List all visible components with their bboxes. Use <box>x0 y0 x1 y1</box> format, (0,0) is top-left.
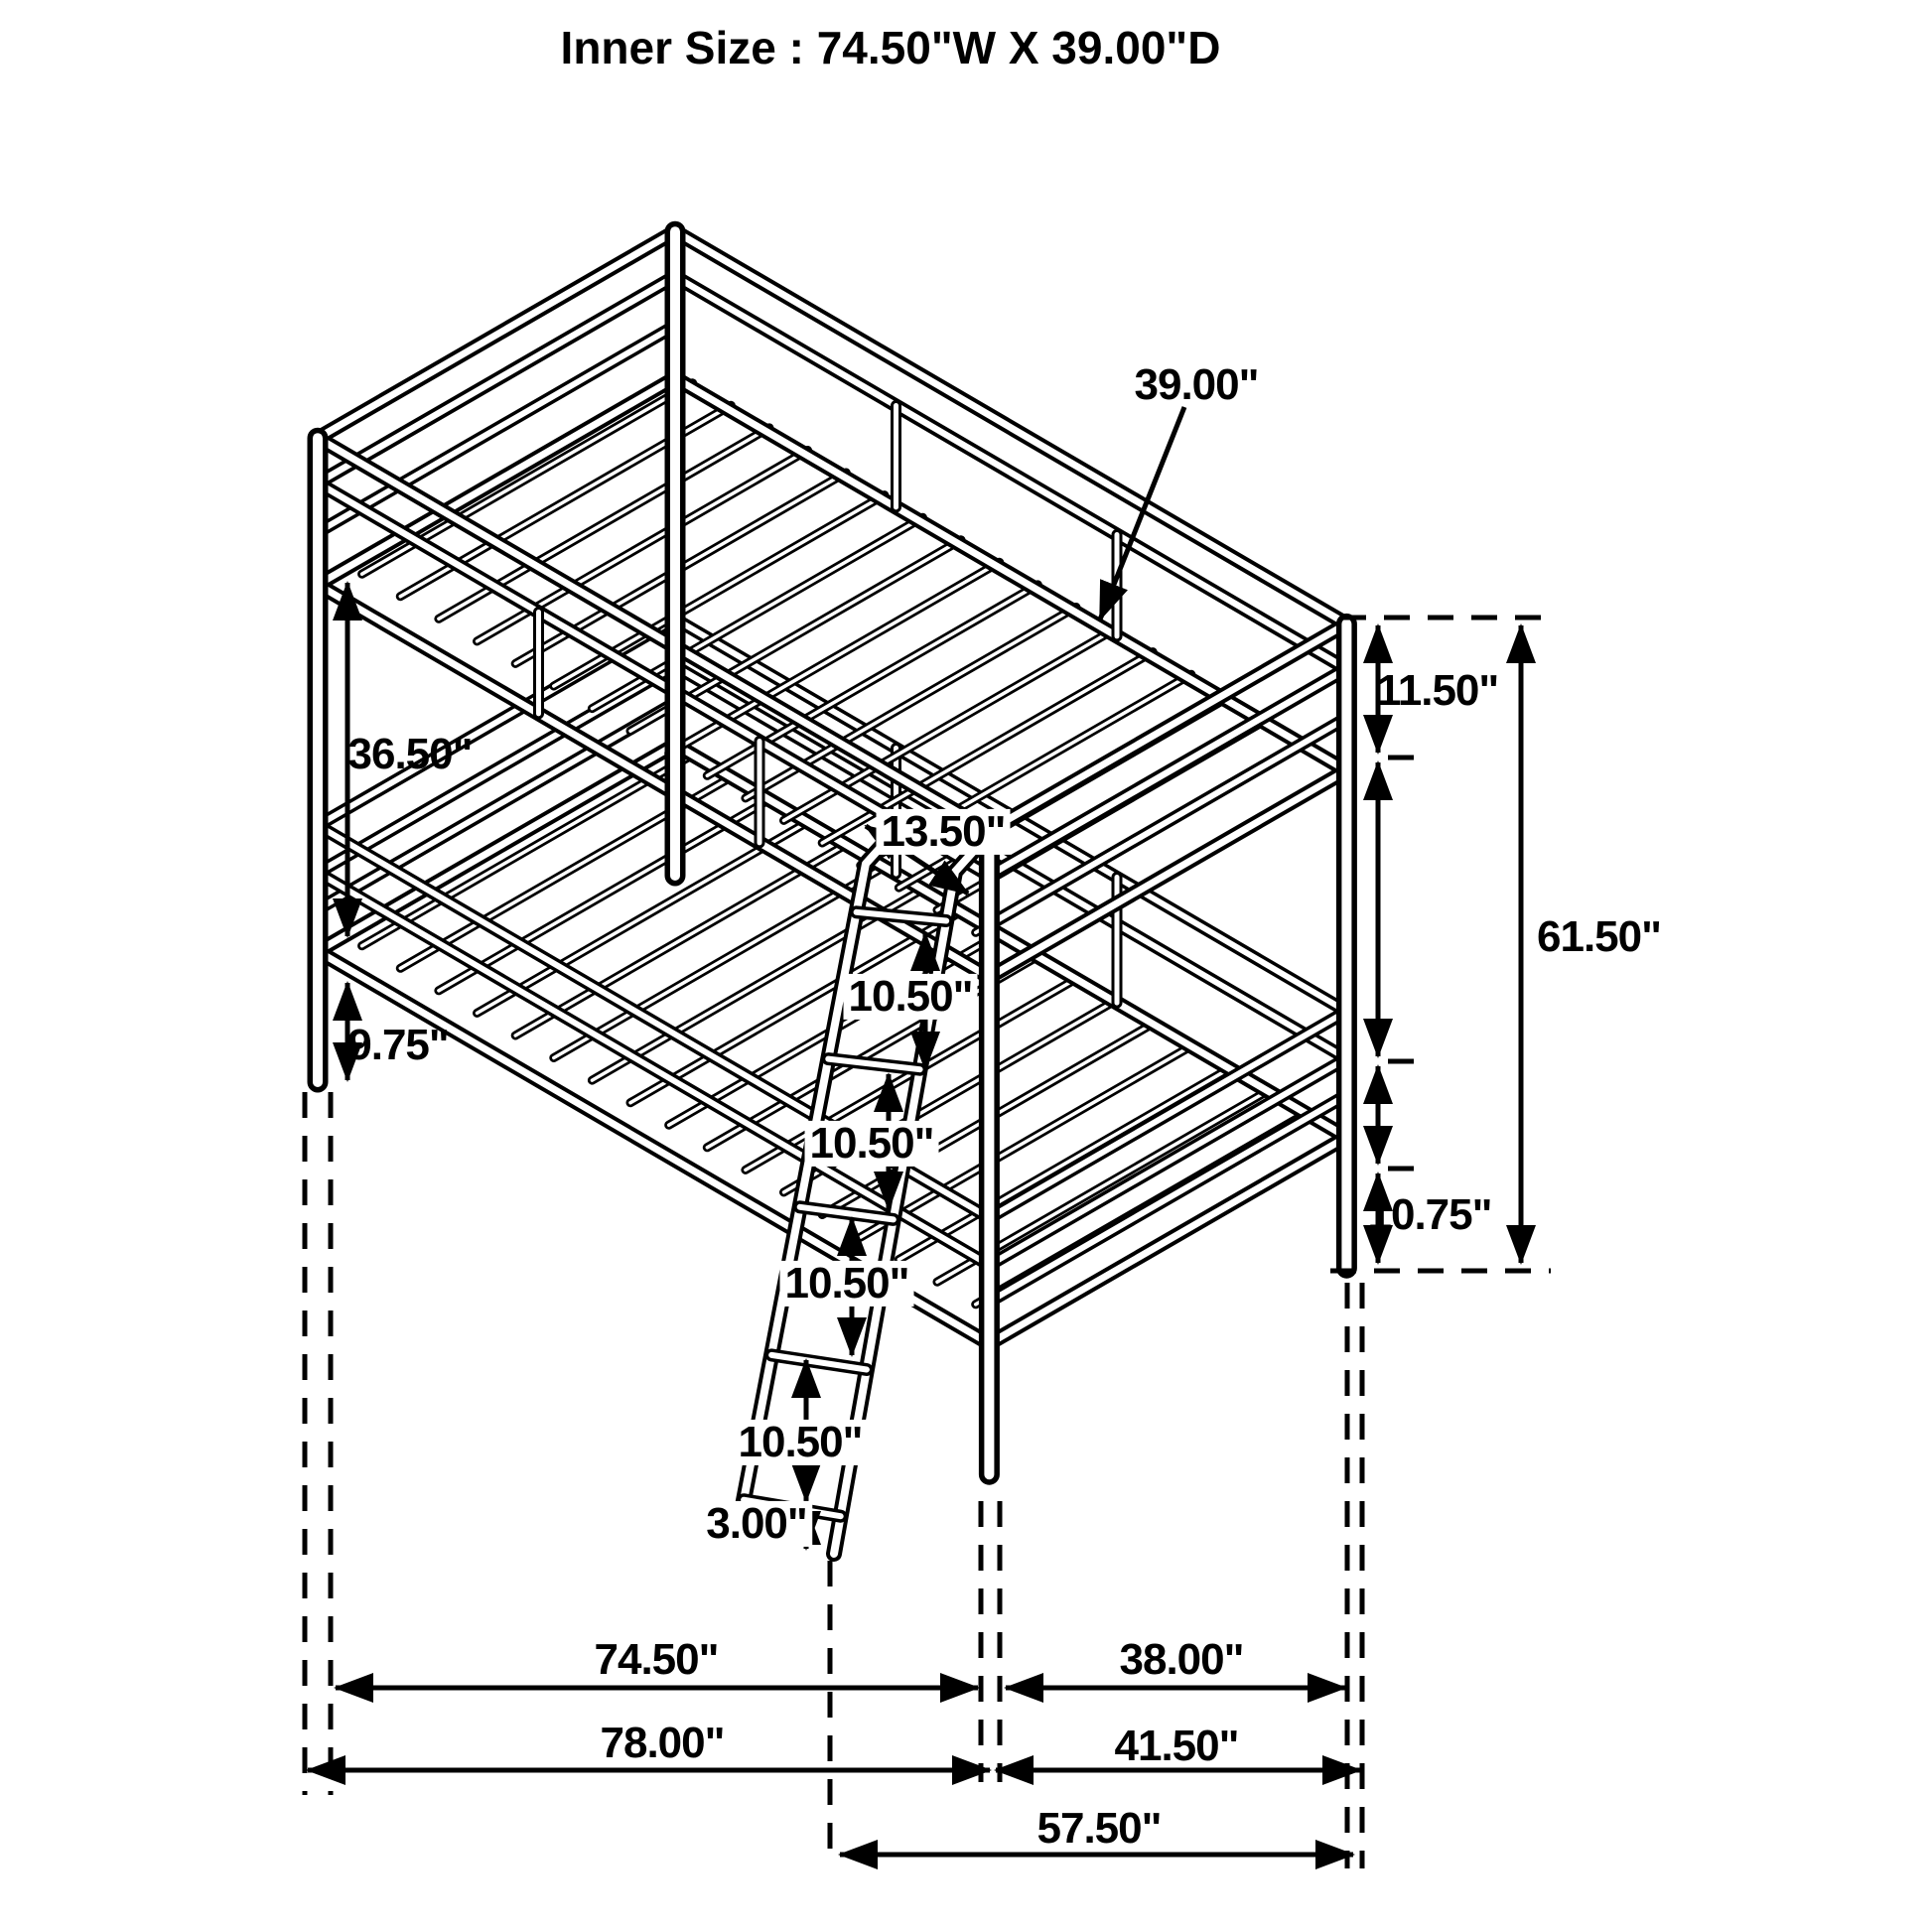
dim-inner-width-label: 74.50" <box>594 1634 719 1684</box>
page-title: Inner Size : 74.50"W X 39.00"D <box>560 22 1221 73</box>
dim-deck-to-deck-label: 36.50" <box>347 729 473 778</box>
dim-rung-spacing-3-label: 10.50" <box>780 1261 914 1307</box>
dim-ladder-top-gap-label: 13.50" <box>877 809 1011 855</box>
dim-slat-depth-label: 39.00" <box>1134 359 1259 409</box>
dim-ladder-bottom-gap-label: 3.00" <box>701 1501 812 1547</box>
dim-rung-spacing-4-label: 10.50" <box>734 1420 868 1465</box>
dim-outer-depth-label: 41.50" <box>1114 1721 1239 1770</box>
dim-top-rail-to-deck-label: 11.50" <box>1376 665 1499 715</box>
dim-ladder-footprint-label: 57.50" <box>1036 1803 1162 1853</box>
dim-lower-deck-height-label: 9.75" <box>347 1020 449 1069</box>
dim-rung-spacing-2-label: 10.50" <box>805 1121 939 1167</box>
dim-overall-height-label: 61.50" <box>1537 911 1661 961</box>
dim-inner-depth-label: 38.00" <box>1119 1634 1244 1684</box>
dim-rung-spacing-1-label: 10.50" <box>844 974 978 1020</box>
dim-outer-width-label: 78.00" <box>600 1718 725 1767</box>
dim-under-bed-clearance-label: 10.75" <box>1367 1189 1492 1239</box>
